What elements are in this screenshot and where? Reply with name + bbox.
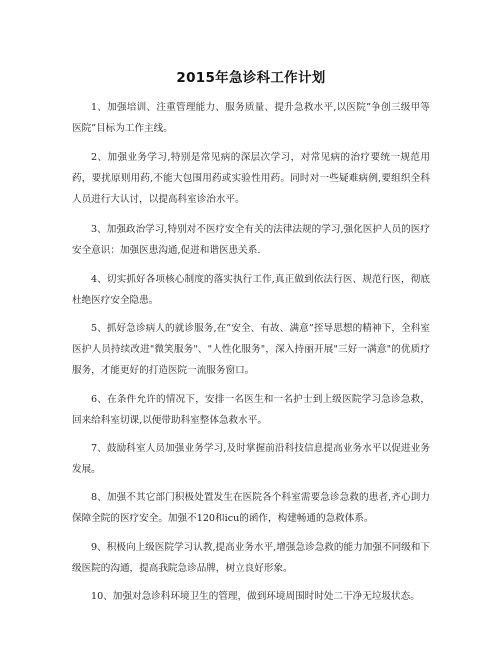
paragraph-9: 9、积极向上级医院学习认教,提高业务水平,增强急诊急救的能力加强不同级和下级医院的沟通，提高我院急诊品牌，树立良好形象。: [72, 542, 430, 574]
paragraph-7: 7、鼓励科室人员加强业务学习,及时掌握前沿科技信息提高业务水平以促进业务发展。: [72, 443, 430, 475]
paragraph-5: 5、抓好急诊病人的就诊服务,在”安全、有故、满意”挃导思想的精神下，全科室医护人员持续改进"微笑服务"、"人性化服务"，深入持丽开展"三好一满意"的优质疗服务，才能更好的打造医院一流服务窗口。: [72, 323, 430, 376]
paragraph-6: 6、在条件允许的情况下，安排一名医生和一名护士到上级医院学习急诊急救，回来给科室切课,以便带助科室整体急救水平。: [72, 394, 430, 426]
paragraph-8: 8、加强不其它部门积极处置发生在医院各个科室需要急诊急救的患者,齐心刞力保障全院的医疗安全。加强不120和icu的函作，构建畅通的急救体系。: [72, 492, 430, 524]
document-title: 2015年急诊科工作计划: [176, 70, 326, 86]
paragraph-2: 2、加强业务学习,特别是常见病的深层次学习，对常见病的治疗要统一规范用药，要扰原则用药,不能大包围用药或实验性用药。同时对一些疑难病例,要组织全科人员进行大认讨，以提高科室诊治水平。: [72, 152, 430, 205]
paragraph-3: 3、加强政治学习,特别对不医疗安全有关的法律法规的学习,强化医护人员的医疗安全意识：加强医患沟通,促进和谐医患关系.: [72, 224, 430, 256]
paragraph-1: 1、加强培训、注重管理能力、服务质量、提升急救水平,以医院”争创三级甲等医院”目标为工作主线。: [72, 102, 430, 134]
paragraph-10: 10、加强对急诊科环境卫生的管理，做到环境周围时时处二干净无垃圾状态。: [91, 591, 420, 602]
paragraph-4: 4、切实抓好各项核心制度的落实执行工作,真正做到依法行医、规范行医，彻底杜绝医疗安全隐患。: [72, 274, 430, 306]
